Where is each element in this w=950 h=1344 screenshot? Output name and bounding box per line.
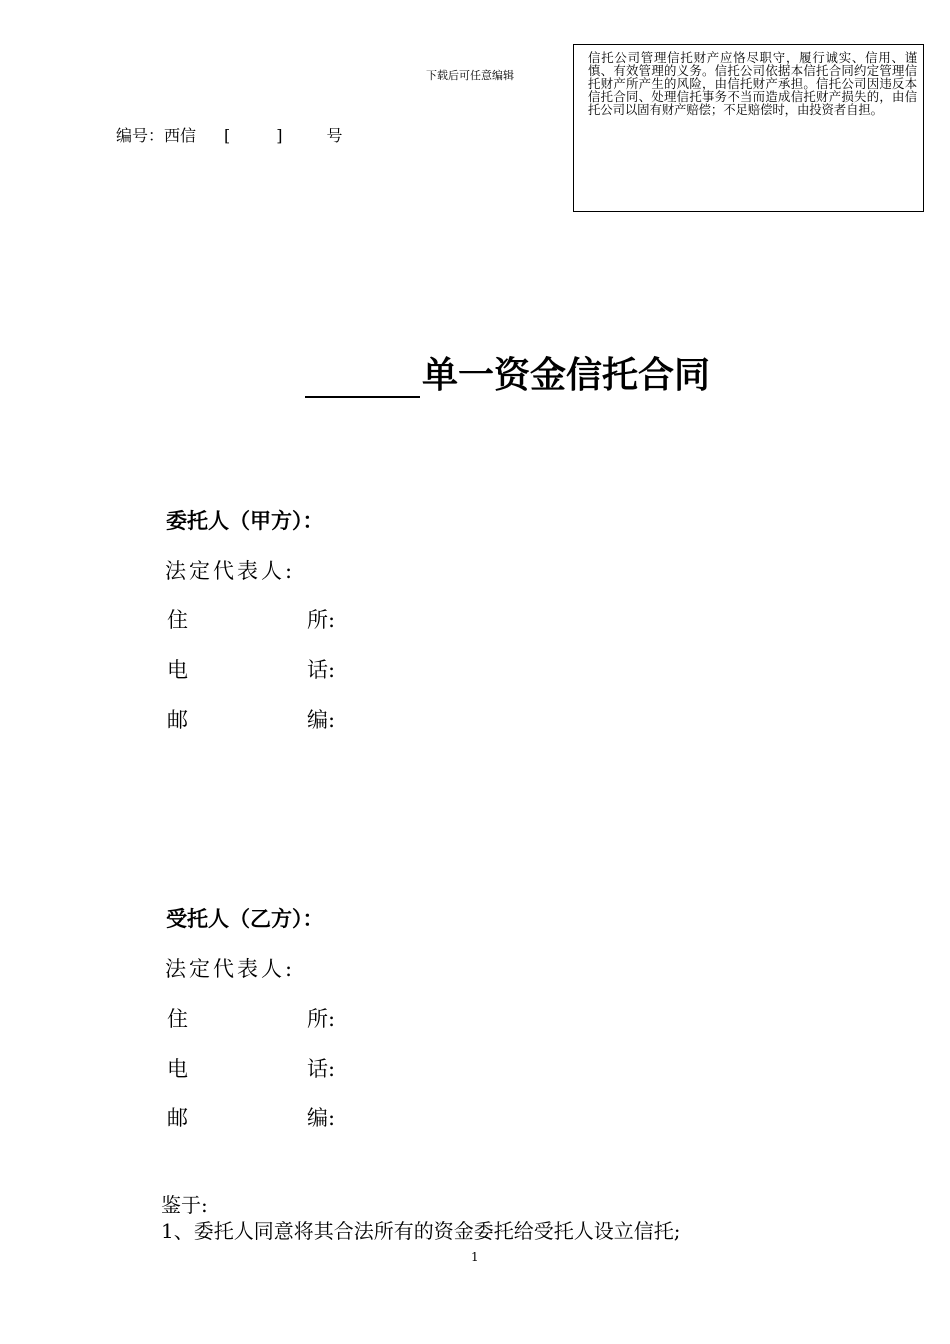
trustee-phone [165,1053,465,1081]
trustee-postcode-label-a: 邮 [167,1106,188,1130]
trustee-phone-label-b: 话: [307,1057,336,1081]
settlor-postcode-label-b: 编: [307,708,336,732]
settlor-postcode [165,704,465,732]
settlor-phone [165,654,465,682]
settlor-legal-rep [165,555,465,583]
trustee-legal-rep [165,953,465,981]
contract-number-label: 编号：西信 [116,126,197,145]
trustee-address-label-b: 所: [307,1007,336,1031]
trustee-phone-label-a: 电 [167,1057,188,1081]
contract-number-open-bracket: [ [224,126,231,145]
title-blank-line [305,358,420,398]
settlor-legal-rep-label: 法定代表人: [165,559,296,583]
risk-notice-text: 信托公司管理信托财产应恪尽职守，履行诚实、信用、谨慎、有效管理的义务。信托公司依据本信托合同约定管理信托财产所产生的风险，由信托财产承担。信托公司因违反本信托合同、处理信托事务不当而造成信托财产损失的，由信托公司以固有财产赔偿；不足赔偿时，由投资者自担。 [588,50,917,117]
editable-note: 下载后可任意编辑 [426,69,514,82]
settlor-address [165,604,465,632]
settlor-phone-label-a: 电 [167,658,188,682]
trustee-legal-rep-label: 法定代表人: [165,957,296,981]
settlor-address-label-a: 住 [167,608,188,632]
contract-title-text: 单一资金信托合同 [422,355,711,396]
trustee-heading: 受托人（乙方）： [166,907,324,931]
page-number: 1 [471,1250,479,1264]
contract-title [305,347,710,398]
contract-number [116,123,343,146]
contract-number-close-bracket: ] [276,126,283,145]
settlor-postcode-label-a: 邮 [167,708,188,732]
trustee-postcode [165,1102,465,1130]
trustee-address [165,1003,465,1031]
settlor-heading: 委托人（甲方）： [166,509,324,533]
whereas-title: 鉴于: [161,1193,208,1217]
trustee-postcode-label-b: 编: [307,1106,336,1130]
trustee-address-label-a: 住 [167,1007,188,1031]
whereas-item: 1、委托人同意将其合法所有的资金委托给受托人设立信托; [161,1219,681,1243]
risk-notice-box [573,44,924,212]
settlor-address-label-b: 所: [307,608,336,632]
settlor-phone-label-b: 话: [307,658,336,682]
contract-number-suffix: 号 [326,126,343,145]
